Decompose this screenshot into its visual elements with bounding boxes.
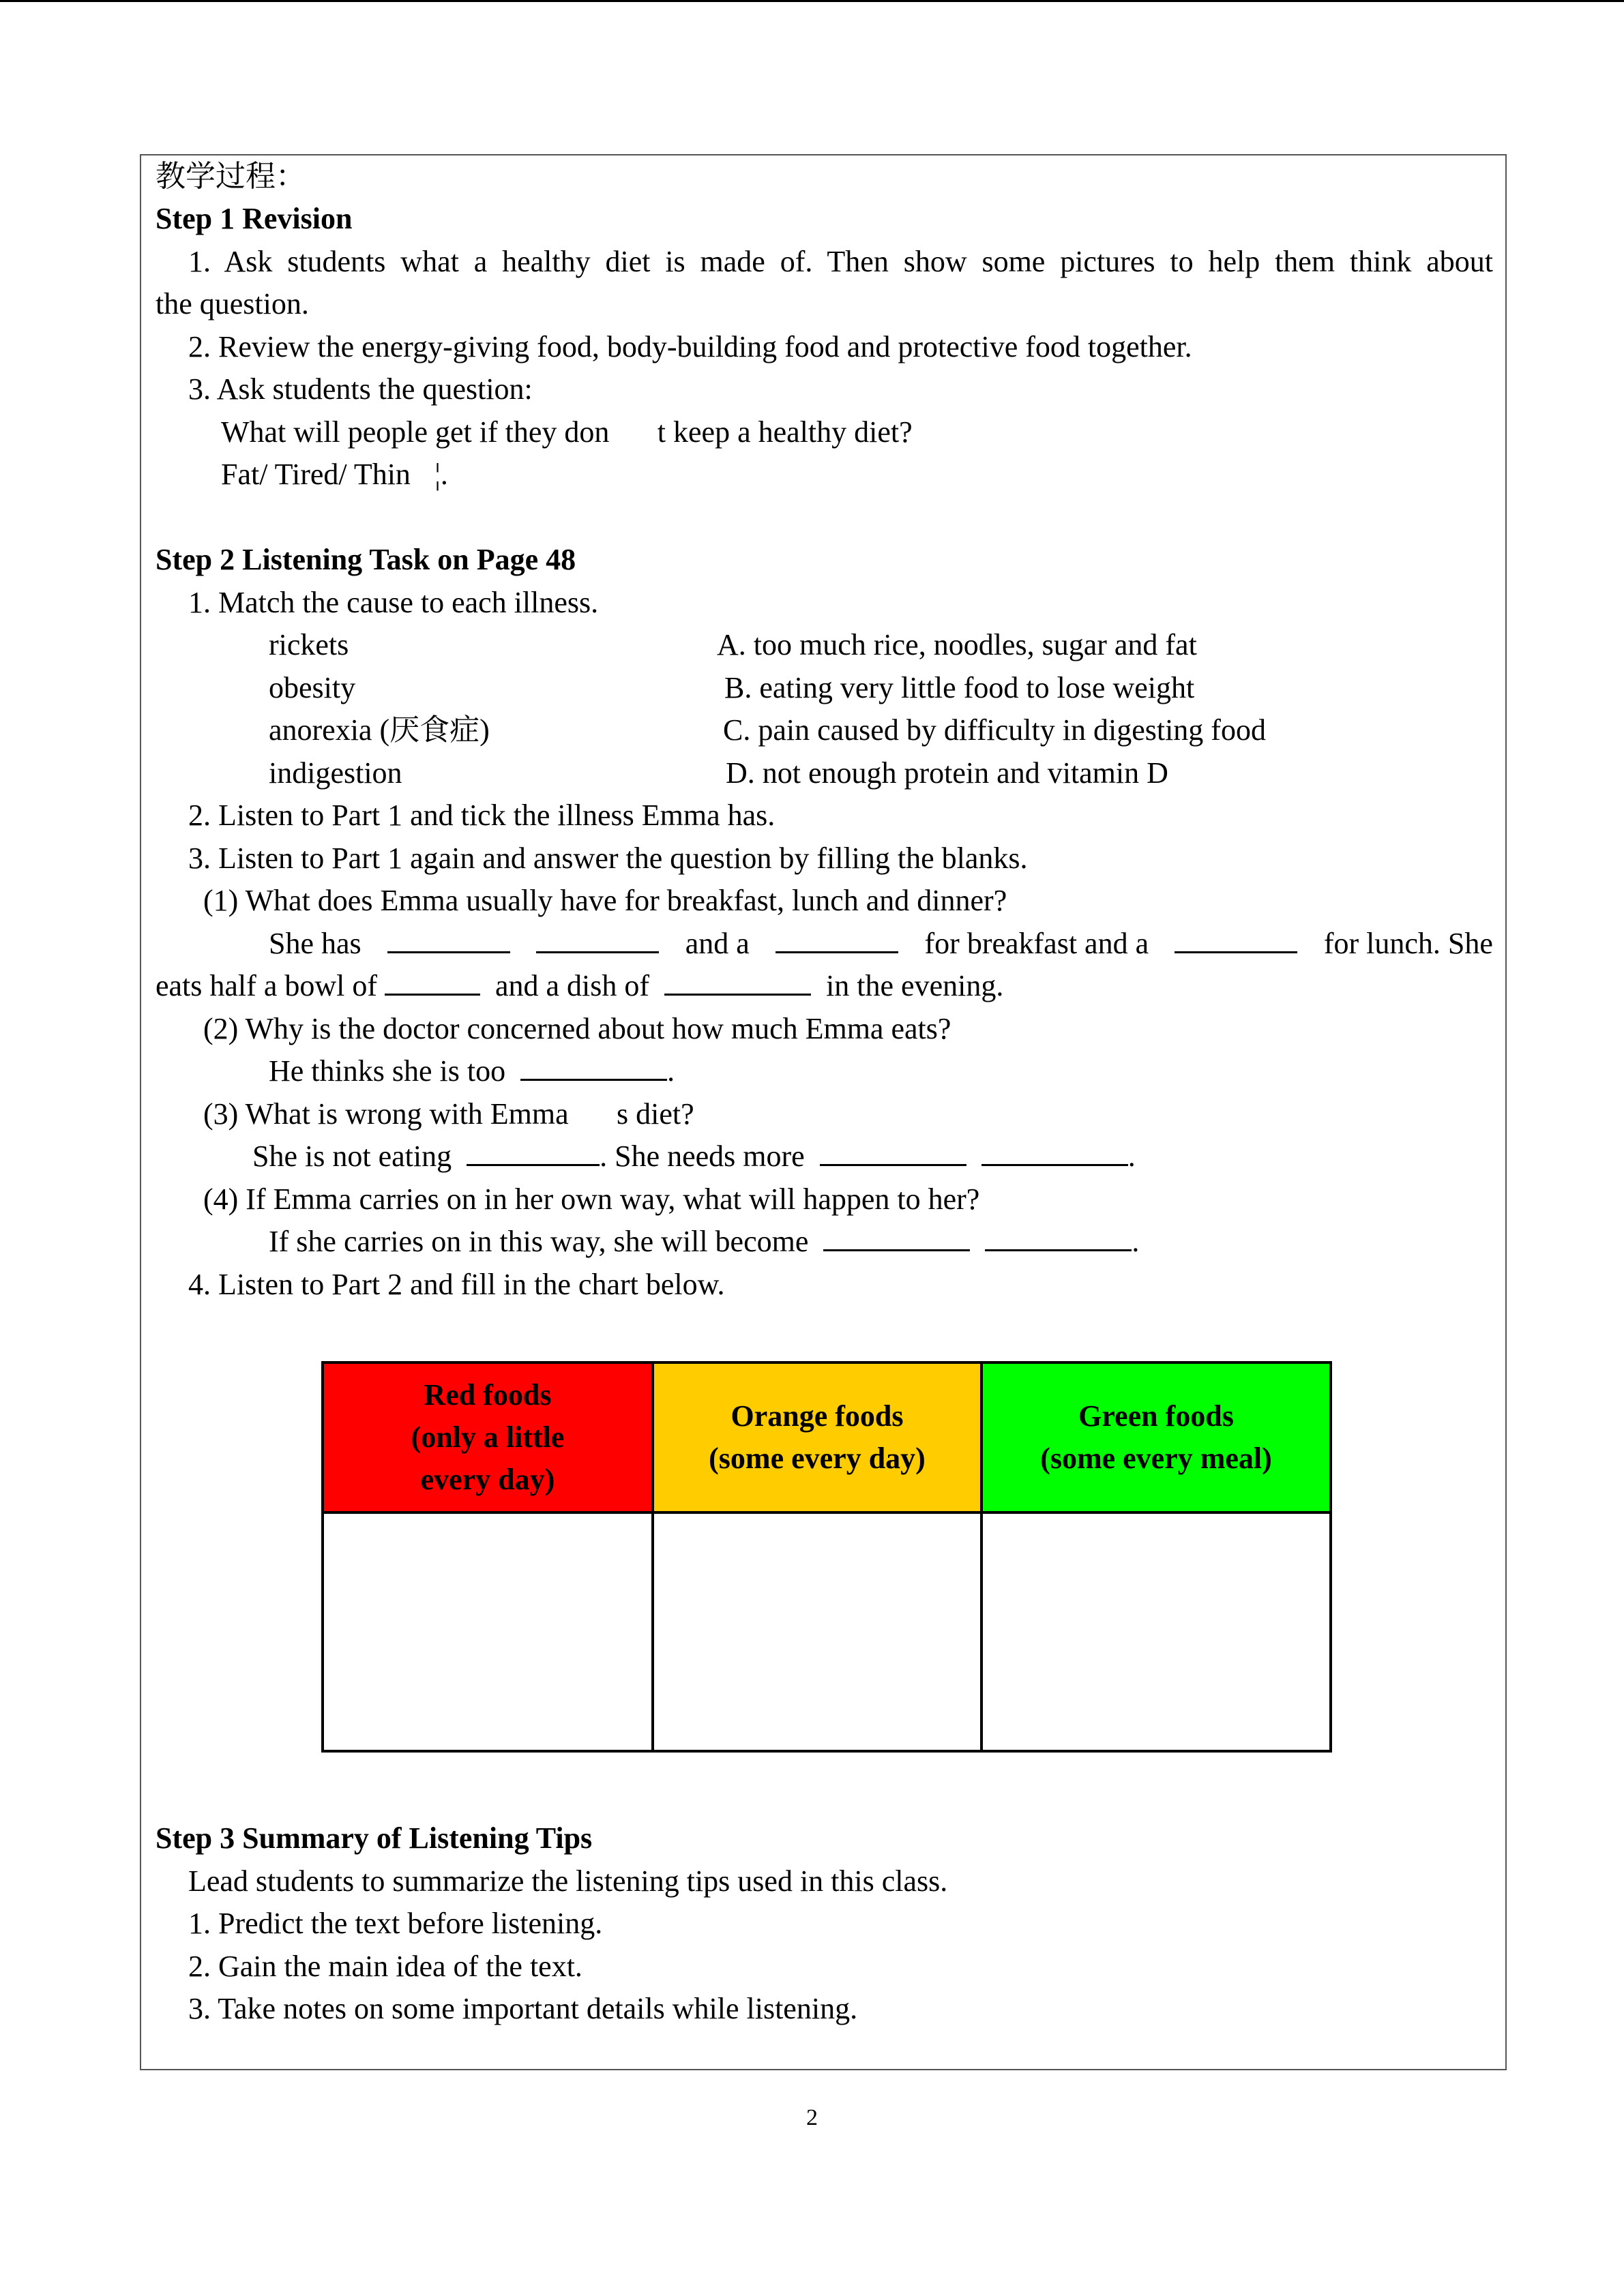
green-foods-cell[interactable] — [981, 1512, 1331, 1751]
answer-text: She is not eating — [252, 1139, 452, 1173]
answer-blank[interactable] — [467, 1137, 600, 1166]
header-line: (some every day) — [709, 1442, 926, 1475]
green-foods-header — [981, 1362, 1331, 1512]
answer-blank[interactable] — [385, 966, 480, 996]
step2-item1: 1. Match the cause to each illness. — [188, 586, 599, 619]
question-1: (1) What does Emma usually have for breakfast, lunch and dinner? — [203, 884, 1007, 917]
header-line: Green foods — [1078, 1399, 1234, 1433]
question-3: (3) What is wrong with Emmas diet? — [203, 1097, 694, 1131]
answer-blank[interactable] — [520, 1052, 667, 1081]
top-rule — [0, 0, 1624, 2]
cause-item: C. pain caused by difficulty in digesting food — [723, 713, 1266, 747]
chart-body-row — [323, 1512, 1331, 1751]
cause-item: B. eating very little food to lose weight — [724, 671, 1195, 704]
answer-text: . — [1132, 1225, 1140, 1258]
answer-1-line1 — [269, 923, 1493, 965]
answer-text: in the evening. — [826, 969, 1004, 1002]
answer-blank[interactable] — [1175, 924, 1297, 953]
question-4: (4) If Emma carries on in her own way, what will happen to her? — [203, 1182, 980, 1216]
step1-item3: 3. Ask students the question: — [188, 372, 533, 406]
header-line: every day) — [420, 1463, 555, 1496]
answer-4 — [269, 1221, 1139, 1263]
answer-1-line2 — [156, 965, 1003, 1007]
answer-text: and a dish of — [495, 969, 650, 1002]
food-chart-table — [321, 1361, 1332, 1753]
section-header: 教学过程： — [156, 160, 306, 193]
tip-item: 3. Take notes on some important details while listening. — [188, 1992, 858, 2025]
answer-blank[interactable] — [387, 924, 510, 953]
step2-item4: 4. Listen to Part 2 and fill in the chart below. — [188, 1268, 725, 1301]
header-line: Red foods — [424, 1378, 552, 1412]
step2-item2: 2. Listen to Part 1 and tick the illness Emma has. — [188, 799, 776, 832]
red-foods-cell[interactable] — [323, 1512, 653, 1751]
cause-item: D. not enough protein and vitamin D — [726, 756, 1168, 790]
cause-item: A. too much rice, noodles, sugar and fat — [717, 628, 1197, 661]
answer-blank[interactable] — [536, 924, 659, 953]
illness-item: anorexia (厌食症) — [269, 713, 490, 747]
step1-question: What will people get if they dont keep a healthy diet? — [221, 415, 913, 449]
answer-blank[interactable] — [820, 1137, 966, 1166]
answer-3 — [252, 1135, 1136, 1178]
answer-blank[interactable] — [776, 924, 898, 953]
step1-item2: 2. Review the energy-giving food, body-building food and protective food together. — [188, 330, 1192, 363]
answer-text: . — [667, 1054, 675, 1088]
step3-title: Step 3 Summary of Listening Tips — [156, 1821, 593, 1855]
orange-foods-cell[interactable] — [653, 1512, 981, 1751]
header-line: Orange foods — [730, 1399, 904, 1433]
tip-item: 2. Gain the main idea of the text. — [188, 1950, 582, 1983]
illness-item: obesity — [269, 671, 356, 704]
step2-item3: 3. Listen to Part 1 again and answer the question by filling the blanks. — [188, 841, 1028, 875]
answer-text: . — [1127, 1139, 1136, 1173]
answer-blank[interactable] — [985, 1222, 1132, 1251]
answer-text: for lunch. She — [1323, 927, 1493, 960]
step2-title: Step 2 Listening Task on Page 48 — [156, 543, 576, 576]
header-line: (only a little — [411, 1420, 565, 1454]
step1-answer: Fat/ Tired/ Thin¦. — [221, 458, 448, 491]
question-2: (2) Why is the doctor concerned about how much Emma eats? — [203, 1012, 951, 1045]
illness-item: rickets — [269, 628, 349, 661]
answer-text: for breakfast and a — [924, 927, 1149, 960]
chart-header-row — [323, 1362, 1331, 1512]
answer-text: and a — [685, 927, 750, 960]
answer-text: eats half a bowl of — [156, 969, 377, 1002]
step1-item1: 1. Ask students what a healthy diet is made of. Then show some pictures to help them think about — [188, 245, 1493, 278]
page-number: 2 — [806, 2105, 818, 2130]
step1-title: Step 1 Revision — [156, 202, 353, 235]
orange-foods-header — [653, 1362, 981, 1512]
header-line: (some every meal) — [1040, 1442, 1272, 1475]
step3-intro: Lead students to summarize the listening tips used in this class. — [188, 1864, 948, 1898]
answer-2 — [269, 1050, 675, 1092]
answer-text: He thinks she is too — [269, 1054, 506, 1088]
step1-item1-cont: the question. — [156, 287, 309, 320]
answer-blank[interactable] — [664, 966, 811, 996]
answer-text: . She needs more — [600, 1139, 805, 1173]
answer-text: She has — [269, 927, 361, 960]
tip-item: 1. Predict the text before listening. — [188, 1907, 603, 1940]
answer-text: If she carries on in this way, she will become — [269, 1225, 809, 1258]
illness-item: indigestion — [269, 756, 402, 790]
answer-blank[interactable] — [981, 1137, 1128, 1166]
red-foods-header — [323, 1362, 653, 1512]
answer-blank[interactable] — [823, 1222, 970, 1251]
